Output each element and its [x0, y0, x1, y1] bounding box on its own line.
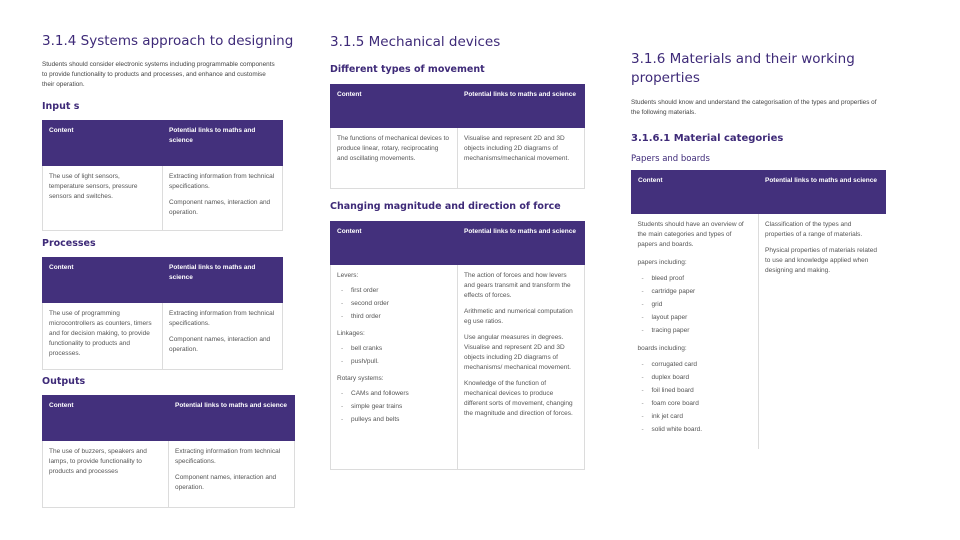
table-row [43, 303, 283, 370]
movement-title: Different types of movement [330, 64, 485, 75]
table-header-row [43, 121, 283, 166]
links-cell [169, 441, 295, 508]
header-content: Content [43, 258, 163, 303]
header-links: Potential links to maths and science [458, 222, 585, 265]
link-text: The action of forces and how levers and gears transmit and transform the effects of forces. [464, 272, 571, 299]
list-item: - third order [351, 312, 451, 322]
linkages-list [337, 344, 451, 367]
content-cell [632, 214, 759, 450]
header-links: Potential links to maths and science [169, 396, 295, 441]
table-row [331, 128, 585, 189]
papers-boards-title: Papers and boards [631, 154, 710, 164]
link-text: Physical properties of materials related to use and knowledge applied when designing and making. [765, 247, 877, 274]
list-item: - solid white board. [652, 425, 753, 435]
link-text: Extracting information from technical specifications. [169, 173, 275, 190]
link-text: Use angular measures in degrees. Visualise and represent 2D and 3D objects including 2D diagrams of mechanisms/ mechanical movement. [464, 334, 571, 371]
list-item: - push/pull. [351, 357, 451, 367]
list-item: - second order [351, 299, 451, 309]
links-cell [458, 265, 585, 470]
link-text: Classification of the types and properties of a range of materials. [765, 221, 863, 238]
link-text: Component names, interaction and operation. [169, 199, 271, 216]
header-content: Content [43, 396, 169, 441]
content-cell: The use of buzzers, speakers and lamps, to provide functionality to products and processes [43, 441, 169, 508]
header-content: Content [331, 222, 458, 265]
material-categories-title: 3.1.6.1 Material categories [631, 133, 784, 144]
table-header-row [43, 258, 283, 303]
list-item: - foam core board [652, 399, 753, 409]
content-cell: The functions of mechanical devices to produce linear, rotary, reciprocating and oscillating movements. [331, 128, 458, 189]
outputs-title: Outputs [42, 376, 86, 387]
list-item: - ink jet card [652, 412, 753, 422]
content-cell [331, 265, 458, 470]
list-item: - corrugated card [652, 360, 753, 370]
link-text: Component names, interaction and operation. [175, 474, 277, 491]
section-heading-materials: 3.1.6 Materials and their working properties [631, 51, 855, 86]
header-content: Content [43, 121, 163, 166]
link-text: Extracting information from technical specifications. [169, 310, 275, 327]
link-text: Arithmetic and numerical computation eg use ratios. [464, 308, 573, 325]
movement-table [330, 84, 585, 189]
links-cell [163, 166, 283, 231]
table-row [43, 441, 295, 508]
link-text: Component names, interaction and operation. [169, 336, 271, 353]
list-item: - grid [652, 300, 753, 310]
papers-list [638, 274, 753, 336]
links-cell: Visualise and represent 2D and 3D objects including 2D diagrams of mechanisms/mechanical movement. [458, 128, 585, 189]
content-cell: The use of light sensors, temperature sensors, pressure sensors and switches. [43, 166, 163, 231]
table-header-row [632, 171, 886, 214]
table-header-row [43, 396, 295, 441]
table-row [632, 214, 886, 450]
force-table [330, 221, 585, 470]
links-cell [163, 303, 283, 370]
header-links: Potential links to maths and science [458, 85, 585, 128]
materials-intro: Students should know and understand the categorisation of the types and properties of the following materials. [631, 99, 877, 116]
overview-text: Students should have an overview of the main categories and types of papers and boards. [637, 221, 744, 248]
list-item: - simple gear trains [351, 402, 451, 412]
list-item: - foil lined board [652, 386, 753, 396]
list-item: - bell cranks [351, 344, 451, 354]
section-heading-mechanical: 3.1.5 Mechanical devices [330, 34, 501, 50]
processes-title: Processes [42, 238, 96, 249]
rotary-label: Rotary systems: [337, 375, 384, 382]
papers-boards-table [631, 170, 886, 449]
links-cell [759, 214, 886, 450]
header-links: Potential links to maths and science [759, 171, 886, 214]
rotary-list [337, 389, 451, 425]
section-heading-systems: 3.1.4 Systems approach to designing [42, 33, 294, 49]
linkages-label: Linkages: [337, 330, 365, 337]
list-item: - first order [351, 286, 451, 296]
header-links: Potential links to maths and science [163, 121, 283, 166]
list-item: - bleed proof [652, 274, 753, 284]
force-title: Changing magnitude and direction of force [330, 201, 561, 212]
list-item: - CAMs and followers [351, 389, 451, 399]
table-header-row [331, 85, 585, 128]
table-row [331, 265, 585, 470]
systems-intro: Students should consider electronic systems including programmable components to provide functionality to products and processes, and enhance and customise their operation. [42, 61, 275, 88]
outputs-table [42, 395, 295, 508]
list-item: - pulleys and belts [351, 415, 451, 425]
header-content: Content [632, 171, 759, 214]
papers-label: papers including: [637, 259, 687, 266]
levers-list [337, 286, 451, 322]
table-header-row [331, 222, 585, 265]
list-item: - duplex board [652, 373, 753, 383]
boards-list [638, 360, 753, 435]
link-text: Extracting information from technical specifications. [175, 448, 281, 465]
processes-table [42, 257, 283, 370]
list-item: - tracing paper [652, 326, 753, 336]
inputs-table [42, 120, 283, 231]
header-content: Content [331, 85, 458, 128]
list-item: - cartridge paper [652, 287, 753, 297]
table-row [43, 166, 283, 231]
header-links: Potential links to maths and science [163, 258, 283, 303]
link-text: Knowledge of the function of mechanical devices to produce different sorts of movement, changing the magnitude and direction of forces. [464, 380, 573, 417]
content-cell: The use of programming microcontrollers as counters, timers and for decision making, to provide functionality to products and processes. [43, 303, 163, 370]
levers-label: Levers: [337, 272, 359, 279]
list-item: - layout paper [652, 313, 753, 323]
boards-label: boards including: [637, 345, 687, 352]
inputs-title: Input s [42, 101, 80, 112]
